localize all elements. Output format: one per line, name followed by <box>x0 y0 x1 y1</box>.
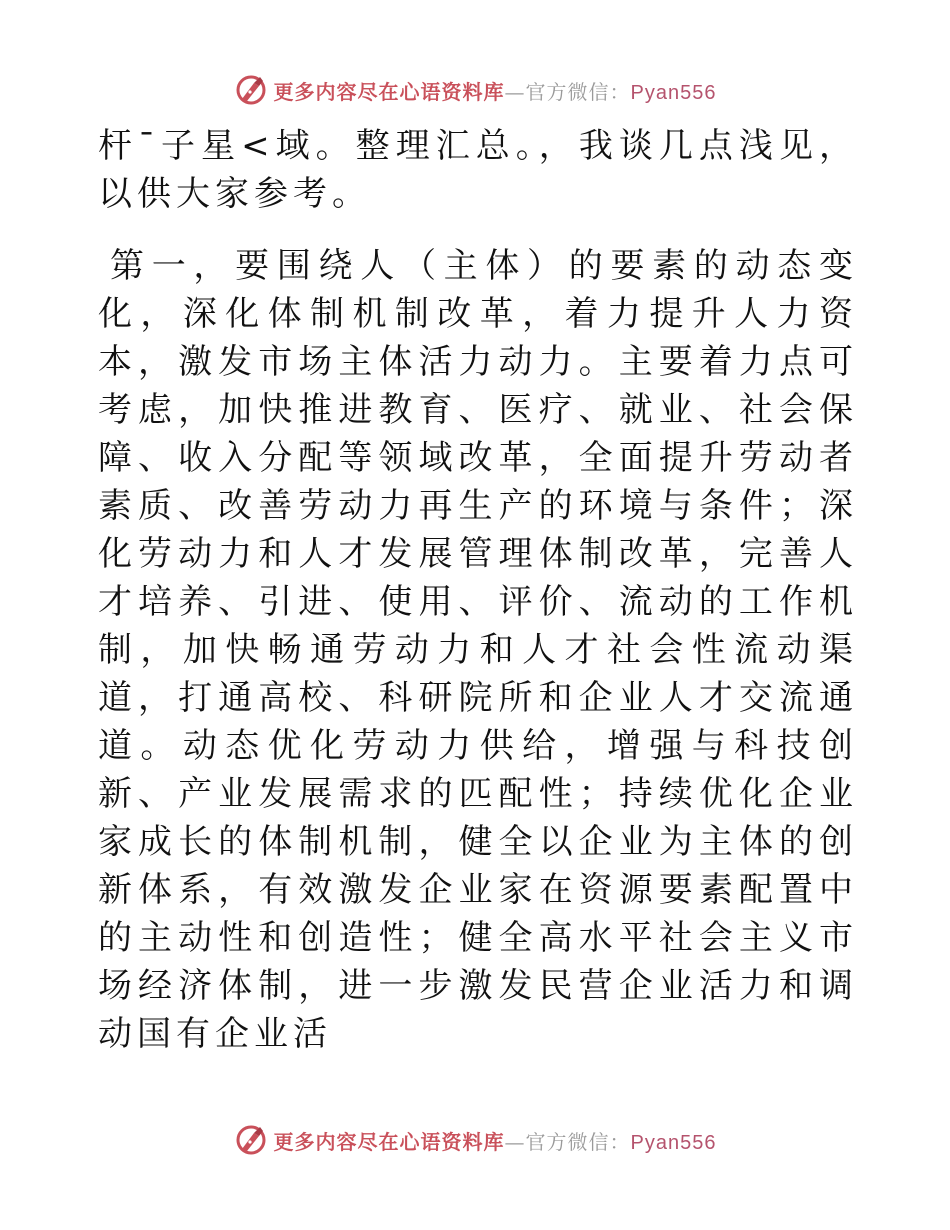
pen-nib-logo-icon <box>234 1123 268 1157</box>
watermark-separator: — <box>504 1129 526 1154</box>
watermark-wechat-id: Pyan556 <box>630 1131 717 1154</box>
paragraph-intro: 杆¯子星<域。整理汇总。，我谈几点浅见，以供大家参考。 <box>98 126 858 214</box>
watermark-text <box>274 1126 717 1155</box>
watermark-text <box>274 76 717 105</box>
watermark-brand: 更多内容尽在心语资料库 <box>273 79 505 104</box>
document-body <box>98 122 858 1058</box>
paragraph-first-point: 第一，要围绕人（主体）的要素的动态变化，深化体制机制改革，着力提升人力资本，激发市场主体活力动力。主要着力点可考虑，加快推进教育、医疗、就业、社会保障、收入分配等领域改革，全面提升劳动者素质、改善劳动力再生产的环境与条件；深化劳动力和人才发展管理体制改革，完善人才培养、引进、使用、评价、流动的工作机制，加快畅通劳动力和人才社会性流动渠道，打通高校、科研院所和企业人才交流通道。动态优化劳动力供给，增强与科技创新、产业发展需求的匹配性；持续优化企业家成长的体制机制，健全以企业为主体的创新体系，有效激发企业家在资源要素配置中的主动性和创造性；健全高水平社会主义市场经济体制，进一步激发民营企业活力和调动国有企业活 <box>98 246 858 1054</box>
header-watermark <box>0 70 950 110</box>
watermark-wechat-label: 官方微信： <box>525 79 631 104</box>
pen-nib-logo-icon <box>234 73 268 107</box>
footer-watermark <box>0 1120 950 1160</box>
watermark-wechat-label: 官方微信： <box>525 1129 631 1154</box>
watermark-wechat-id: Pyan556 <box>630 81 717 104</box>
watermark-separator: — <box>504 79 526 104</box>
watermark-brand: 更多内容尽在心语资料库 <box>273 1129 505 1154</box>
